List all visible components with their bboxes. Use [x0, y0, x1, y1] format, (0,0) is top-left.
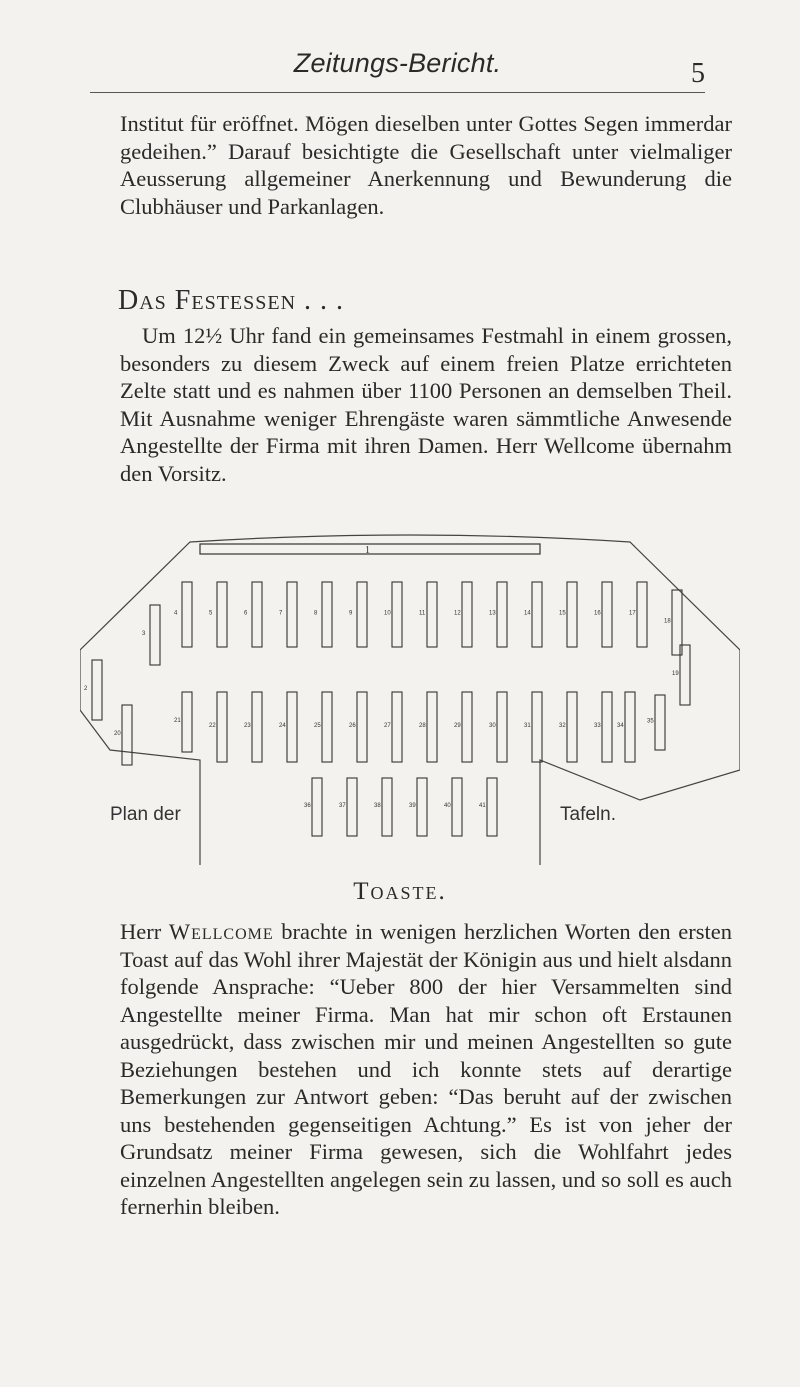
table-29	[462, 692, 472, 762]
table-number-22: 22	[209, 723, 216, 729]
table-31	[532, 692, 542, 762]
table-27	[392, 692, 402, 762]
table-22	[217, 692, 227, 762]
table-26	[357, 692, 367, 762]
table-number-17: 17	[629, 610, 636, 617]
table-number-10: 10	[384, 610, 391, 617]
table-number-29: 29	[454, 723, 461, 729]
plan-label-right: Tafeln.	[560, 804, 616, 825]
table-8	[322, 582, 332, 647]
table-number-3: 3	[142, 631, 146, 637]
table-35	[655, 695, 665, 750]
table-number-13: 13	[489, 610, 496, 617]
table-20	[122, 705, 132, 765]
running-title: Zeitungs-Bericht.	[293, 48, 502, 78]
table-number-6: 6	[244, 610, 248, 617]
plan-label-left: Plan der	[110, 804, 181, 825]
table-15	[567, 582, 577, 647]
intro-paragraph: Institut für eröffnet. Mögen dieselben unter Gottes Segen immerdar gedeihen.” Darauf besichtigte die Gesellschaft unter vielmaliger Aeusserung allgemeiner Anerkennung und Bewunderung die Clubhäuser und Parkanlagen.	[120, 111, 732, 219]
table-number-24: 24	[279, 723, 286, 729]
festessen-heading: Das Festessen . . .	[118, 285, 345, 316]
table-number-34: 34	[617, 723, 624, 729]
page-number: 5	[691, 58, 705, 89]
table-32	[567, 692, 577, 762]
table-number-23: 23	[244, 723, 251, 729]
header-rule	[90, 92, 705, 93]
table-number-30: 30	[489, 723, 496, 729]
head-table	[200, 544, 540, 554]
table-number-5: 5	[209, 610, 213, 617]
table-7	[287, 582, 297, 647]
table-30	[497, 692, 507, 762]
table-40	[452, 778, 462, 836]
table-33	[602, 692, 612, 762]
table-number-37: 37	[339, 803, 346, 809]
table-number-4: 4	[174, 610, 178, 617]
table-plan-diagram	[80, 530, 740, 865]
head-table-number: 1	[365, 545, 370, 556]
table-34	[625, 692, 635, 762]
table-36	[312, 778, 322, 836]
table-number-38: 38	[374, 803, 381, 809]
table-4	[182, 582, 192, 647]
toaste-text-before: Herr	[120, 919, 162, 944]
table-25	[322, 692, 332, 762]
table-number-7: 7	[279, 610, 283, 617]
table-10	[392, 582, 402, 647]
table-number-8: 8	[314, 610, 318, 617]
table-number-27: 27	[384, 723, 391, 729]
table-number-2: 2	[84, 686, 88, 692]
table-number-9: 9	[349, 610, 353, 617]
table-12	[462, 582, 472, 647]
toaste-speaker: Wellcome	[168, 919, 274, 944]
festessen-paragraph: Um 12½ Uhr fand ein gemeinsames Festmahl in einem grossen, besonders zu diesem Zweck auf einem freien Platze errichteten Zelte statt und es nahmen über 1100 Personen an demselben Theil. Mit Ausnahme weniger Ehrengäste waren sämmtliche Anwesende Angestellte der Firma mit ihren Damen. Herr Wellcome übernahm den Vorsitz.	[120, 323, 732, 486]
table-number-36: 36	[304, 803, 311, 809]
table-number-18: 18	[664, 618, 671, 625]
table-9	[357, 582, 367, 647]
toaste-text-after: brachte in wenigen herzlichen Worten den ersten Toast auf das Wohl ihrer Majestät der Königin aus und hielt alsdann folgende Ansprache: “Ueber 800 der hier Versammelten sind Angestellte meiner Firma. Man hat mir schon oft Erstaunen ausgedrückt, dass zwischen mir und meinen Angestellten so gute Beziehungen bestehen und ich konnte stets auf derartige Bemerkungen zur Antwort geben: “Das beruht auf der zwischen uns bestehenden gegenseitigen Achtung.” Es ist von jeher der Grundsatz meiner Firma gewesen, sich die Wohlfahrt jedes einzelnen Angestellten angelegen sein zu lassen, und so soll es auch fernerhin bleiben.	[120, 919, 732, 1219]
table-number-31: 31	[524, 723, 531, 729]
table-3	[150, 605, 160, 665]
table-number-35: 35	[647, 718, 654, 725]
table-6	[252, 582, 262, 647]
table-number-41: 41	[479, 803, 486, 809]
table-13	[497, 582, 507, 647]
table-37	[347, 778, 357, 836]
table-number-11: 11	[419, 610, 426, 617]
toaste-paragraph	[120, 918, 732, 1221]
table-41	[487, 778, 497, 836]
table-number-33: 33	[594, 723, 601, 729]
table-2	[92, 660, 102, 720]
page-header	[90, 48, 705, 96]
table-number-20: 20	[114, 731, 121, 737]
table-16	[602, 582, 612, 647]
table-5	[217, 582, 227, 647]
table-number-26: 26	[349, 723, 356, 729]
table-14	[532, 582, 542, 647]
table-28	[427, 692, 437, 762]
table-number-21: 21	[174, 718, 181, 724]
table-number-14: 14	[524, 610, 531, 617]
tables-group	[84, 582, 690, 836]
table-plan	[80, 530, 740, 865]
table-23	[252, 692, 262, 762]
table-38	[382, 778, 392, 836]
table-number-12: 12	[454, 610, 461, 617]
table-number-15: 15	[559, 610, 566, 617]
table-21	[182, 692, 192, 752]
table-number-39: 39	[409, 803, 416, 809]
toaste-heading: Toaste.	[353, 878, 447, 905]
table-number-25: 25	[314, 723, 321, 729]
table-number-28: 28	[419, 723, 426, 729]
table-number-40: 40	[444, 803, 451, 809]
table-number-32: 32	[559, 723, 566, 729]
table-number-16: 16	[594, 610, 601, 617]
table-17	[637, 582, 647, 647]
table-39	[417, 778, 427, 836]
table-number-19: 19	[672, 671, 679, 677]
table-24	[287, 692, 297, 762]
table-11	[427, 582, 437, 647]
